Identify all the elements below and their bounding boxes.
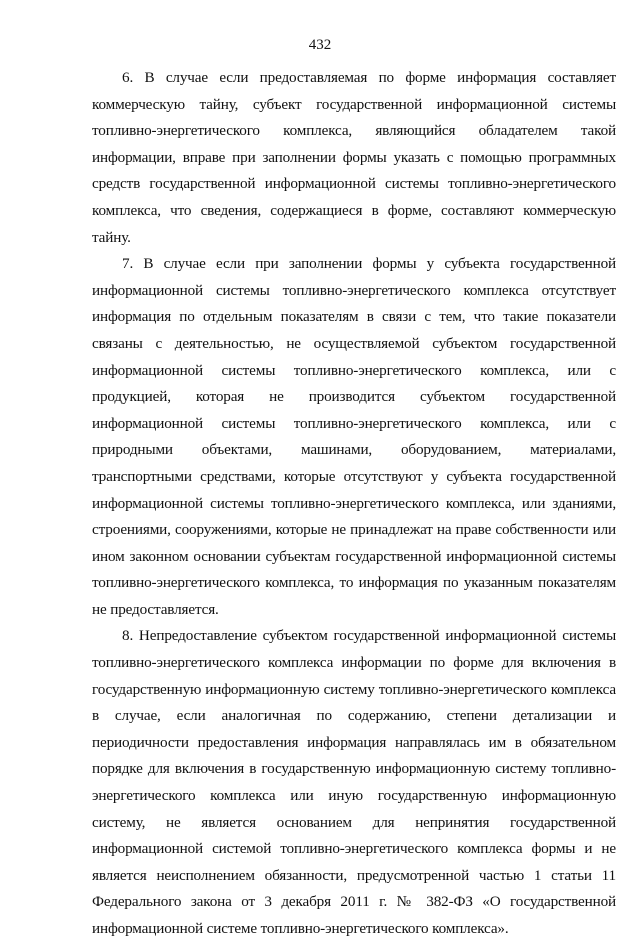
page-number: 432 bbox=[308, 37, 332, 53]
document-body bbox=[92, 65, 616, 943]
paragraph-6: 6. В случае если предоставляемая по форме информация составляет коммерческую тайну, субъект государственной информационной системы топливно-энергетического комплекса, являющийся обладателем такой информации, вправе при заполнении формы указать с помощью программных средств государственной информационной системы топливно-энергетического комплекса, что сведения, содержащиеся в форме, составляют коммерческую тайну. bbox=[92, 69, 616, 246]
paragraph-8: 8. Непредоставление субъектом государственной информационной системы топливно-энергетического комплекса информации по форме для включения в государственную информационную систему топливно-энергетического комплекса в случае, если аналогичная по содержанию, степени детализации и периодичности предоставления информация направлялась им в обязательном порядке для включения в государственную информационную систему топливно-энергетического комплекса или иную государственную информационную систему, не является основанием для непринятия государственной информационной системой топливно-энергетического комплекса формы и не является неисполнением обязанности, предусмотренной частью 1 статьи 11 Федерального закона от 3 декабря 2011 г. № 382-ФЗ «О государственной информационной системе топливно-энергетического комплекса». bbox=[92, 627, 616, 937]
paragraph-7: 7. В случае если при заполнении формы у субъекта государственной информационной системы топливно-энергетического комплекса отсутствует информация по отдельным показателям в связи с тем, что такие показатели связаны с деятельностью, не осуществляемой субъектом государственной информационной системы топливно-энергетического комплекса, или с продукцией, которая не производится субъектом государственной информационной системы топливно-энергетического комплекса, или с природными объектами, машинами, оборудованием, материалами, транспортными средствами, которые отсутствуют у субъекта государственной информационной системы топливно-энергетического комплекса, или зданиями, строениями, сооружениями, которые не принадлежат на праве собственности или ином законном основании субъектам государственной информационной системы топливно-энергетического комплекса, то информация по указанным показателям не предоставляется. bbox=[92, 255, 616, 618]
